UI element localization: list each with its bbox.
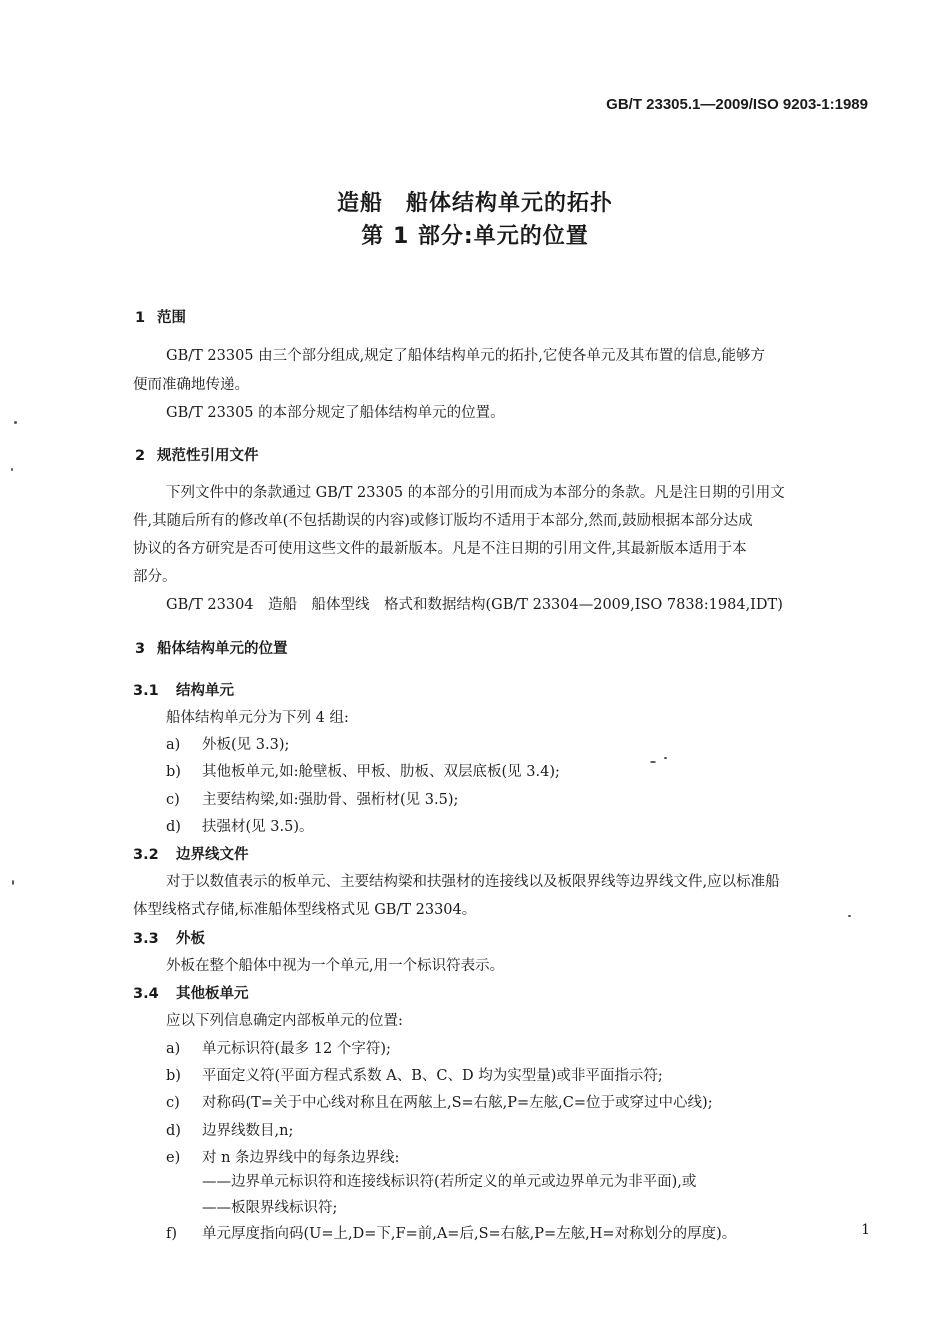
dash-list-item: ——板限界线标识符; — [202, 1200, 338, 1216]
section-number: 1 — [135, 310, 146, 326]
subsection-3-1-heading — [133, 679, 234, 700]
section-number: 2 — [135, 448, 146, 464]
list-marker: f) — [166, 1226, 178, 1242]
list-text: 扶强材(见 3.5)。 — [202, 819, 314, 835]
paragraph-line: 体型线格式存储,标准船体型线格式见 GB/T 23304。 — [133, 902, 477, 918]
subsection-title: 外板 — [176, 931, 205, 947]
list-marker: c) — [166, 792, 180, 808]
document-subtitle: 第 1 部分:单元的位置 — [361, 224, 589, 249]
scan-speck — [848, 915, 851, 917]
list-text: 对称码(T=关于中心线对称且在两舷上,S=右舷,P=左舷,C=位于或穿过中心线); — [202, 1095, 713, 1111]
subsection-number: 3.2 — [133, 847, 159, 863]
dash-list-item: ——边界单元标识符和连接线标识符(若所定义的单元或边界单元为非平面),或 — [202, 1174, 697, 1190]
scan-speck — [14, 421, 17, 424]
paragraph-line: 船体结构单元分为下列 4 组: — [166, 710, 349, 726]
list-text: 单元标识符(最多 12 个字符); — [202, 1041, 391, 1057]
subsection-3-2-heading — [133, 843, 249, 864]
paragraph-line: GB/T 23305 的本部分规定了船体结构单元的位置。 — [166, 405, 505, 421]
subsection-number: 3.3 — [133, 931, 159, 947]
list-marker: b) — [166, 1068, 181, 1084]
subsection-title: 结构单元 — [176, 683, 234, 699]
list-item — [166, 1146, 399, 1167]
subsection-3-3-heading — [133, 927, 205, 948]
list-text: 外板(见 3.3); — [202, 737, 290, 753]
list-text: 单元厚度指向码(U=上,D=下,F=前,A=后,S=右舷,P=左舷,H=对称划分的厚度)。 — [202, 1226, 737, 1242]
section-2-heading — [135, 444, 259, 465]
list-text: 平面定义符(平面方程式系数 A、B、C、D 均为实型量)或非平面指示符; — [202, 1068, 663, 1084]
list-item — [166, 1091, 713, 1112]
paragraph-line: 部分。 — [133, 569, 177, 585]
scan-speck — [12, 880, 14, 885]
scan-speck — [664, 757, 667, 759]
paragraph-line: 外板在整个船体中视为一个单元,用一个标识符表示。 — [166, 958, 505, 974]
page-number: 1 — [861, 1222, 870, 1238]
paragraph-line: 协议的各方研究是否可使用这些文件的最新版本。凡是不注日期的引用文件,其最新版本适用于本 — [133, 541, 747, 557]
normative-reference: GB/T 23304 造船 船体型线 格式和数据结构(GB/T 23304—2009,ISO 7838:1984,IDT) — [166, 597, 783, 613]
list-marker: e) — [166, 1150, 181, 1166]
subsection-title: 边界线文件 — [176, 847, 249, 863]
list-text: 边界线数目,n; — [202, 1123, 294, 1139]
list-marker: c) — [166, 1095, 180, 1111]
paragraph-line: 便而准确地传递。 — [133, 377, 249, 393]
section-title: 范围 — [157, 310, 186, 326]
list-text: 主要结构梁,如:强肋骨、强桁材(见 3.5); — [202, 792, 459, 808]
subsection-title: 其他板单元 — [176, 986, 249, 1002]
list-item — [166, 1119, 293, 1140]
scan-speck — [11, 468, 13, 471]
list-item — [166, 1064, 663, 1085]
list-item — [166, 788, 458, 809]
paragraph-line: 应以下列信息确定内部板单元的位置: — [166, 1013, 403, 1029]
document-title: 造船 船体结构单元的拓扑 — [336, 191, 613, 216]
list-item — [166, 760, 560, 781]
list-text: 其他板单元,如:舱壁板、甲板、肋板、双层底板(见 3.4); — [202, 764, 560, 780]
section-title: 船体结构单元的位置 — [157, 641, 288, 657]
section-number: 3 — [135, 641, 146, 657]
list-marker: a) — [166, 737, 181, 753]
list-text: 对 n 条边界线中的每条边界线: — [202, 1150, 400, 1166]
list-item — [166, 1037, 391, 1058]
list-item — [166, 733, 289, 754]
list-item — [166, 815, 313, 836]
list-marker: d) — [166, 819, 181, 835]
subsection-3-4-heading — [133, 982, 249, 1003]
list-item — [166, 1222, 736, 1243]
paragraph-line: 下列文件中的条款通过 GB/T 23305 的本部分的引用而成为本部分的条款。凡是注日期的引用文 — [166, 485, 785, 501]
subsection-number: 3.4 — [133, 986, 159, 1002]
standard-number: GB/T 23305.1—2009/ISO 9203-1:1989 — [606, 96, 868, 113]
section-3-heading — [135, 637, 288, 658]
paragraph-line: 件,其随后所有的修改单(不包括勘误的内容)或修订版均不适用于本部分,然而,鼓励根据本部分达成 — [133, 513, 753, 529]
list-marker: d) — [166, 1123, 181, 1139]
paragraph-line: 对于以数值表示的板单元、主要结构梁和扶强材的连接线以及板限界线等边界线文件,应以标准船 — [166, 874, 780, 890]
scan-speck — [650, 761, 656, 763]
section-1-heading — [135, 306, 186, 327]
subsection-number: 3.1 — [133, 683, 159, 699]
list-marker: b) — [166, 764, 181, 780]
list-marker: a) — [166, 1041, 181, 1057]
section-title: 规范性引用文件 — [157, 448, 259, 464]
paragraph-line: GB/T 23305 由三个部分组成,规定了船体结构单元的拓扑,它使各单元及其布置的信息,能够方 — [166, 348, 765, 364]
